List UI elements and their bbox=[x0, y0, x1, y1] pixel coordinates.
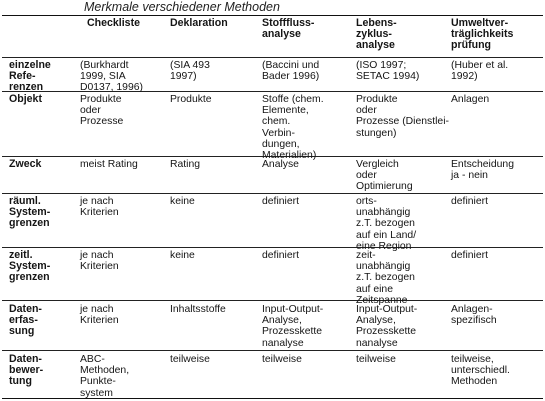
table-cell: Stoffe (chem. Elemente, chem. Verbin- dungen, Materialien) bbox=[262, 94, 324, 162]
table-cell: je nach Kriterien bbox=[80, 304, 119, 327]
row-label-datenbewertung: Daten- bewer- tung bbox=[9, 353, 44, 388]
row-label-datenerfassung: Daten- erfas- sung bbox=[9, 303, 42, 338]
table-cell: Produkte oder Prozesse bbox=[80, 94, 124, 128]
row-label-referenzen: einzelne Refe- renzen bbox=[9, 59, 51, 94]
row-label-zweck: Zweck bbox=[9, 158, 42, 170]
header-rule bbox=[2, 57, 543, 58]
table-cell: keine bbox=[170, 250, 195, 261]
table-cell: ABC- Methoden, Punkte- system bbox=[80, 354, 130, 399]
table-cell: (Burkhardt 1999, SIA D0137, 1996) bbox=[80, 60, 143, 94]
table-cell: Anlagen bbox=[451, 94, 490, 105]
table-cell: keine bbox=[170, 196, 195, 207]
table-cell: definiert bbox=[262, 196, 299, 207]
table-cell: definiert bbox=[451, 196, 488, 207]
table-cell: Analyse bbox=[262, 159, 299, 170]
column-header-deklaration: Deklaration bbox=[170, 17, 228, 29]
table-cell: Input-Output- Analyse, Prozesskette nanalyse bbox=[356, 304, 418, 349]
table-cell: Entscheidung ja - nein bbox=[451, 159, 514, 182]
table-cell: zeit- unabhängig z.T. bezogen auf eine Zeitspanne bbox=[356, 250, 415, 306]
table-cell: je nach Kriterien bbox=[80, 196, 119, 219]
column-header-uvp: Umweltver- träglichkeits prüfung bbox=[451, 17, 514, 52]
table-cell: Rating bbox=[170, 159, 201, 170]
table-cell: (Huber et al. 1992) bbox=[451, 60, 509, 83]
table-top-rule bbox=[2, 15, 543, 16]
row-label-zeitl-systemgrenzen: zeitl. System- grenzen bbox=[9, 249, 51, 284]
table-cell: (ISO 1997; SETAC 1994) bbox=[356, 60, 420, 83]
row-rule bbox=[2, 247, 543, 248]
table-cell: definiert bbox=[451, 250, 488, 261]
table-cell: teilweise bbox=[170, 354, 210, 365]
row-rule bbox=[2, 350, 543, 351]
row-label-raeuml-systemgrenzen: räuml. System- grenzen bbox=[9, 195, 51, 230]
table-cell: teilweise, unterschiedl. Methoden bbox=[451, 354, 510, 388]
row-rule bbox=[2, 193, 543, 194]
column-header-lebenszyklus: Lebens- zyklus- analyse bbox=[356, 17, 397, 52]
table-cell: Vergleich oder Optimierung bbox=[356, 159, 413, 193]
table-cell: teilweise bbox=[356, 354, 396, 365]
table-cell: Input-Output- Analyse, Prozesskette nanalyse bbox=[262, 304, 324, 349]
table-cell: je nach Kriterien bbox=[80, 250, 119, 273]
table-cell: Inhaltsstoffe bbox=[170, 304, 226, 315]
table-cell: teilweise bbox=[262, 354, 302, 365]
table-cell: meist Rating bbox=[80, 159, 138, 170]
column-header-stofffluss: Stofffluss- analyse bbox=[262, 17, 315, 41]
table-cell: Anlagen- spezifisch bbox=[451, 304, 497, 327]
table-cell: (SIA 493 1997) bbox=[170, 60, 210, 83]
table-title: Merkmale verschiedener Methoden bbox=[84, 0, 280, 14]
table-cell: orts- unabhängig z.T. bezogen auf ein Land/ eine Region bbox=[356, 196, 417, 252]
column-header-checkliste: Checkliste bbox=[87, 17, 140, 29]
table-cell: (Baccini und Bader 1996) bbox=[262, 60, 320, 83]
table-cell: Produkte bbox=[170, 94, 212, 105]
table-cell: definiert bbox=[262, 250, 299, 261]
row-label-objekt: Objekt bbox=[9, 93, 42, 105]
table-cell: Produkte oder Prozesse (Dienstlei- stungen) bbox=[356, 94, 449, 139]
row-rule bbox=[2, 300, 543, 301]
